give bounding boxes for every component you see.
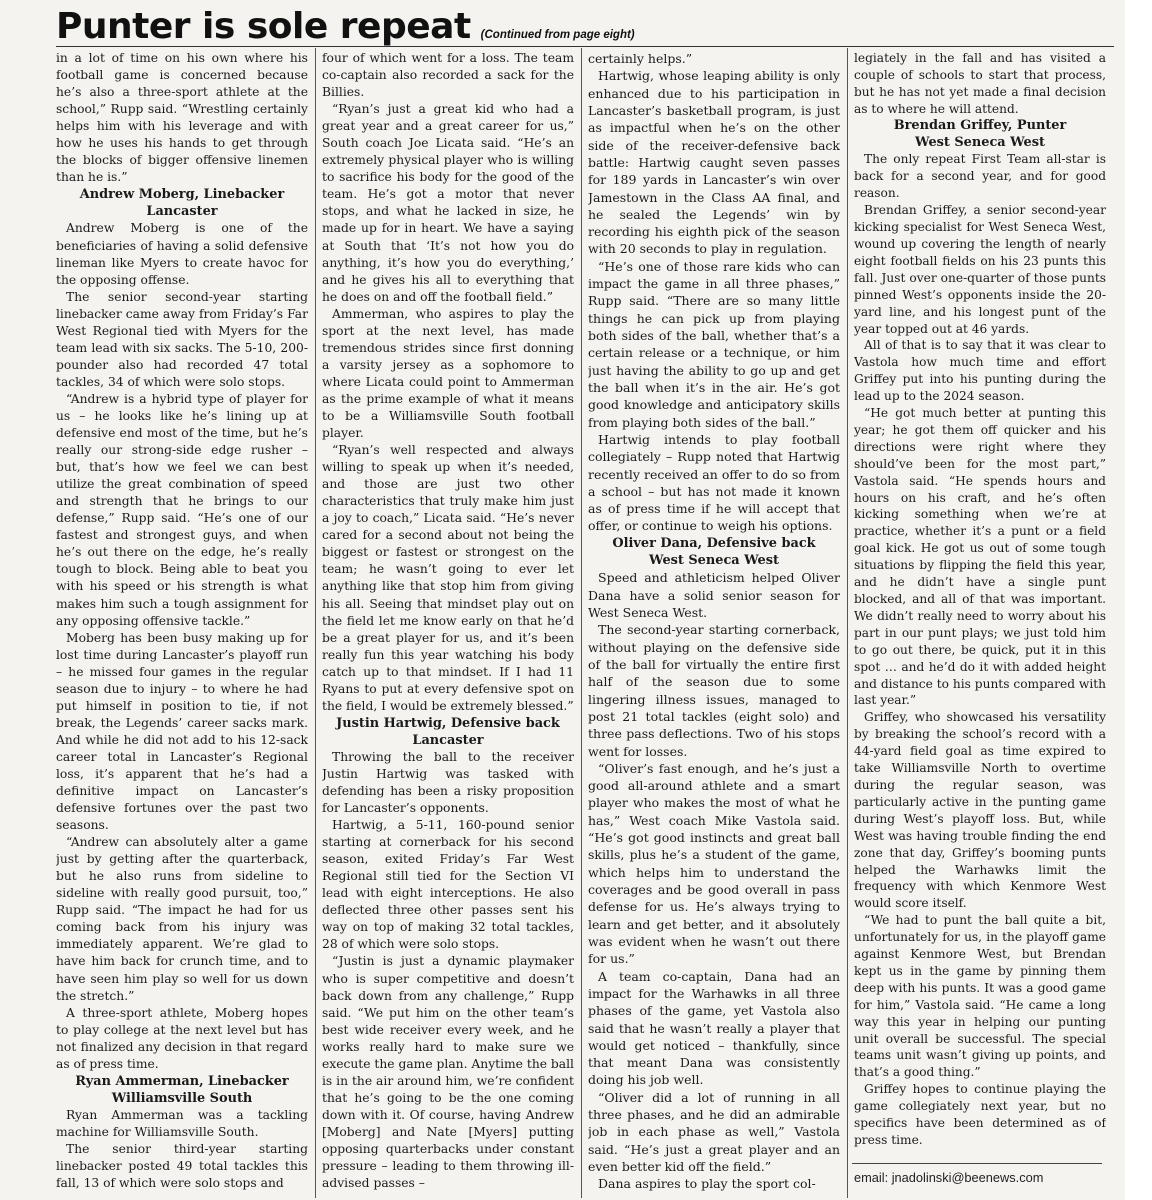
article-column-3 (588, 50, 840, 1198)
article-column-4 (854, 50, 1106, 1155)
section-heading: Lancaster (412, 732, 484, 748)
article-paragraph: The second-year starting cornerback, without playing on the defensive side of the ball for virtually the entire first half of the season due to some lingering illness issues, managed to post 21 total tackles (eight solo) and three pass deflections. Two of his stops went for losses. (588, 622, 840, 759)
section-heading: Oliver Dana, Defensive back (612, 535, 816, 551)
section-heading: West Seneca West (649, 553, 779, 569)
article-paragraph: “Justin is just a dynamic playmaker who is super competitive and doesn’t back down from any challenge,” Rupp said. “We put him on the other team’s best wide receiver every week, and he works really hard to make sure we execute the game plan. Anytime the ball is in the air around him, we’re confident that he’s going to be the one coming down with it. Of course, having Andrew [Moberg] and Nate [Myers] putting opposing quarterbacks under constant pressure – leading to them throwing ill-advised passes – (322, 954, 574, 1191)
article-paragraph: Ryan Ammerman was a tackling machine for Williamsville South. (56, 1107, 308, 1139)
article-paragraph: Griffey hopes to continue playing the game collegiately next year, but no specifics have been determined as of press time. (854, 1082, 1106, 1147)
article-column-1 (56, 50, 308, 1198)
headline: Punter is sole repeat (56, 6, 471, 47)
article-paragraph: four of which went for a loss. The team co-captain also recorded a sack for the Billies. (322, 51, 574, 100)
article-paragraph: Hartwig intends to play football collegiately – Rupp noted that Hartwig recently received an offer to do so from a school – but has not made it known as of press time if he will accept that offer, or continue to weigh his options. (588, 431, 840, 534)
article-paragraph: Moberg has been busy making up for lost time during Lancaster’s playoff run – he missed four games in the regular season due to injury – to where he had put himself in position to tie, if not break, the Legends’ career sacks mark. And while he did not add to his 12-sack career total in Lancaster’s Regional loss, it’s apparent that he’s had a definitive impact on Lancaster’s defensive fortunes over the past two seasons. (56, 630, 308, 833)
article-paragraph: Speed and athleticism helped Oliver Dana have a solid senior season for West Seneca West. (588, 570, 840, 620)
article-paragraph: Griffey, who showcased his versatility by breaking the school’s record with a 44-yard field goal as time expired to take Williamsville North to overtime during the regular season, was particularly active in the punting game during West’s playoff loss. But, while West was having trouble finding the end zone that day, Griffey’s booming punts helped the Warhawks limit the frequency with which Kenmore West would score itself. (854, 710, 1106, 911)
section-heading: Williamsville South (111, 1090, 253, 1106)
article-paragraph: legiately in the fall and has visited a couple of schools to start that process, but he has not yet made a final decision as to where he will attend. (854, 51, 1106, 116)
article-paragraph: “Andrew can absolutely alter a game just by getting after the quarterback, but he also runs from sideline to sideline with really good pursuit, too,” Rupp said. “The impact he had for us coming back from his injury was immediately apparent. We’re glad to have him back for crunch time, and to have seen him play so well for us down the stretch.” (56, 835, 308, 1003)
article-paragraph: “Andrew is a hybrid type of player for us – he looks like he’s lining up at defensive end most of the time, but he’s really our strong-side edge rusher – but, that’s how we feel we can best utilize the great combination of speed and strength that he brings to our defense,” Rupp said. “He’s one of our fastest and strongest guys, and when he’s out there on the edge, he’s really tough to block. Being able to beat you with his speed or his strength is what makes him such a tough assignment for any opposing offensive tackle.” (56, 391, 308, 628)
author-email: email: jnadolinski@beenews.com (854, 1170, 1044, 1185)
article-paragraph: A team co-captain, Dana had an impact for the Warhawks in all three phases of the game, yet Vastola also said that he wasn’t really a player that would get noticed – thankfully, since that meant Dana was consistently doing his job well. (588, 968, 840, 1088)
article-paragraph: All of that is to say that it was clear to Vastola how much time and effort Griffey put into his punting during the lead up to the 2024 season. (854, 338, 1106, 404)
article-paragraph: “Oliver did a lot of running in all three phases, and he did an admirable job in each phase as well,” Vastola said. “He’s just a great player and an even better kid off the field.” (588, 1089, 840, 1174)
article-column-2 (322, 50, 574, 1198)
column-divider (581, 48, 582, 1198)
article-paragraph: “He got much better at punting this year; he got them off quicker and his directions were right where they should’ve been for the most part,” Vastola said. “He spends hours and hours on his craft, and he’s often kicking something when we’re at practice, whether it’s a punt or a field goal kick. He got us out of some tough situations by flipping the field this year, and he didn’t have a single punt blocked, and all of that was important. We didn’t really need to worry about his part in our punt plays; we just told him to go out there, be quick, put it in this spot … and he’d do it with added height and distance to his punts compared with last year.” (854, 406, 1106, 708)
section-heading: Ryan Ammerman, Linebacker (75, 1073, 289, 1089)
section-heading: Brendan Griffey, Punter (893, 117, 1067, 133)
article-paragraph: “We had to punt the ball quite a bit, unfortunately for us, in the playoff game against Kenmore West, but Brendan kept us in the game by pinning them deep with his punts. It was a good game for him,” Vastola said. “He came a long way this year in helping our punting unit overall be successful. The special teams unit wasn’t giving up points, and that’s a good thing.” (854, 913, 1106, 1080)
article-paragraph: Dana aspires to play the sport col- (598, 1176, 816, 1192)
article-paragraph: Andrew Moberg is one of the beneficiaries of having a solid defensive lineman like Myers to create havoc for the opposing offense. (56, 221, 308, 287)
article-paragraph: “Oliver’s fast enough, and he’s just a good all-around athlete and a smart player who makes the most of what he has,” West coach Mike Vastola said. “He’s got good instincts and great ball skills, plus he’s a student of the game, which helps him to understand the coverages and be good overall in pass defense for us. He’s always trying to learn and get better, and it absolutely was evident when he wasn’t out there for us.” (588, 760, 840, 967)
continued-note: (Continued from page eight) (480, 29, 635, 41)
column-divider (847, 48, 848, 1198)
article-paragraph: The only repeat First Team all-star is back for a second year, and for good reason. (854, 152, 1106, 201)
article-paragraph: A three-sport athlete, Moberg hopes to play college at the next level but has not finalized any decision in that regard as of press time. (56, 1005, 308, 1071)
headline-rule (56, 46, 1114, 47)
article-paragraph: “Ryan’s just a great kid who had a great year and a great career for us,” South coach Joe Licata said. “He’s an extremely physical player who is willing to sacrifice his body for the good of the team. He’s got a motor that never stops, and what he lacked in size, he made up for in heart. We have a saying at South that ‘It’s not how you do anything, it’s how you do everything,’ and he gives his all to everything that he does on and off the football field.” (322, 102, 574, 304)
article-paragraph: Hartwig, whose leaping ability is only enhanced due to his participation in Lancaster’s basketball program, is just as impactful when he’s on the other side of the receiver-defensive back battle: Hartwig caught seven passes for 189 yards in Lancaster’s win over Jamestown in the Class AA final, and he sealed the Legends’ win by recording his eighth pick of the season with 20 seconds to play in regulation. (588, 68, 840, 257)
article-paragraph: “He’s one of those rare kids who can impact the game in all three phases,” Rupp said. “There are so many little things he can pick up from playing both sides of the ball, whether that’s a certain release or a technique, or him just having the ability to go up and get the ball when it’s in the air. He’s got good knowledge and anticipatory skills from playing both sides of the ball.” (588, 258, 840, 430)
article-paragraph: The senior second-year starting linebacker came away from Friday’s Far West Regional tied with Myers for the team lead with six sacks. The 5-10, 200-pounder also had recorded 47 total tackles, 34 of which were solo stops. (56, 289, 308, 389)
article-paragraph: in a lot of time on his own where his football game is concerned because he’s also a three-sport athlete at the school,” Rupp said. “Wrestling certainly helps him with his leverage and with how he uses his hands to get through the blocks of bigger offensive linemen than he is.” (56, 51, 308, 185)
article-paragraph: Ammerman, who aspires to play the sport at the next level, has made tremendous strides since first donning a varsity jersey as a sophomore to where Licata could point to Ammerman as the prime example of what it means to be a Williamsville South football player. (322, 306, 574, 441)
page-edge (1125, 0, 1152, 1200)
article-paragraph: Hartwig, a 5-11, 160-pound senior starting at cornerback for his second season, exited Friday’s Far West Regional still tied for the Section VI lead with eight interceptions. He also deflected three other passes sent his way on top of making 32 total tackles, 28 of which were solo stops. (322, 818, 574, 952)
article-paragraph: certainly helps.” (588, 51, 693, 66)
article-paragraph: The senior third-year starting linebacker posted 49 total tackles this fall, 13 of which were solo stops and (56, 1142, 308, 1191)
article-paragraph: Throwing the ball to the receiver Justin Hartwig was tasked with defending has been a risky proposition for Lancaster’s opponents. (322, 749, 574, 816)
article-paragraph: “Ryan’s well respected and always willing to speak up when it’s needed, and those are just two other characteristics that truly make him just a joy to coach,” Licata said. “He’s never cared for a second about not being the biggest or fastest or strongest on the team; he wasn’t going to ever let anything like that stop him from giving his all. Seeing that mindset play out on the field let me know early on that he’d be a great player for us, and it’s been really fun this year watching his body catch up to that mindset. If I had 11 Ryans to put at every defensive spot on the field, I would be extremely blessed.” (322, 443, 574, 713)
section-heading: Lancaster (146, 204, 218, 220)
section-heading: Justin Hartwig, Defensive back (336, 715, 560, 731)
section-heading: Andrew Moberg, Linebacker (79, 187, 285, 203)
article-paragraph: Brendan Griffey, a senior second-year kicking specialist for West Seneca West, wound up covering the length of nearly eight football fields on his 23 punts this fall. Just over one-quarter of those punts pinned West’s opponents inside the 20-yard line, and his longest punt of the year topped out at 46 yards. (854, 203, 1106, 336)
column-divider (315, 48, 316, 1198)
footer-rule (852, 1163, 1102, 1164)
section-heading: West Seneca West (915, 134, 1045, 150)
